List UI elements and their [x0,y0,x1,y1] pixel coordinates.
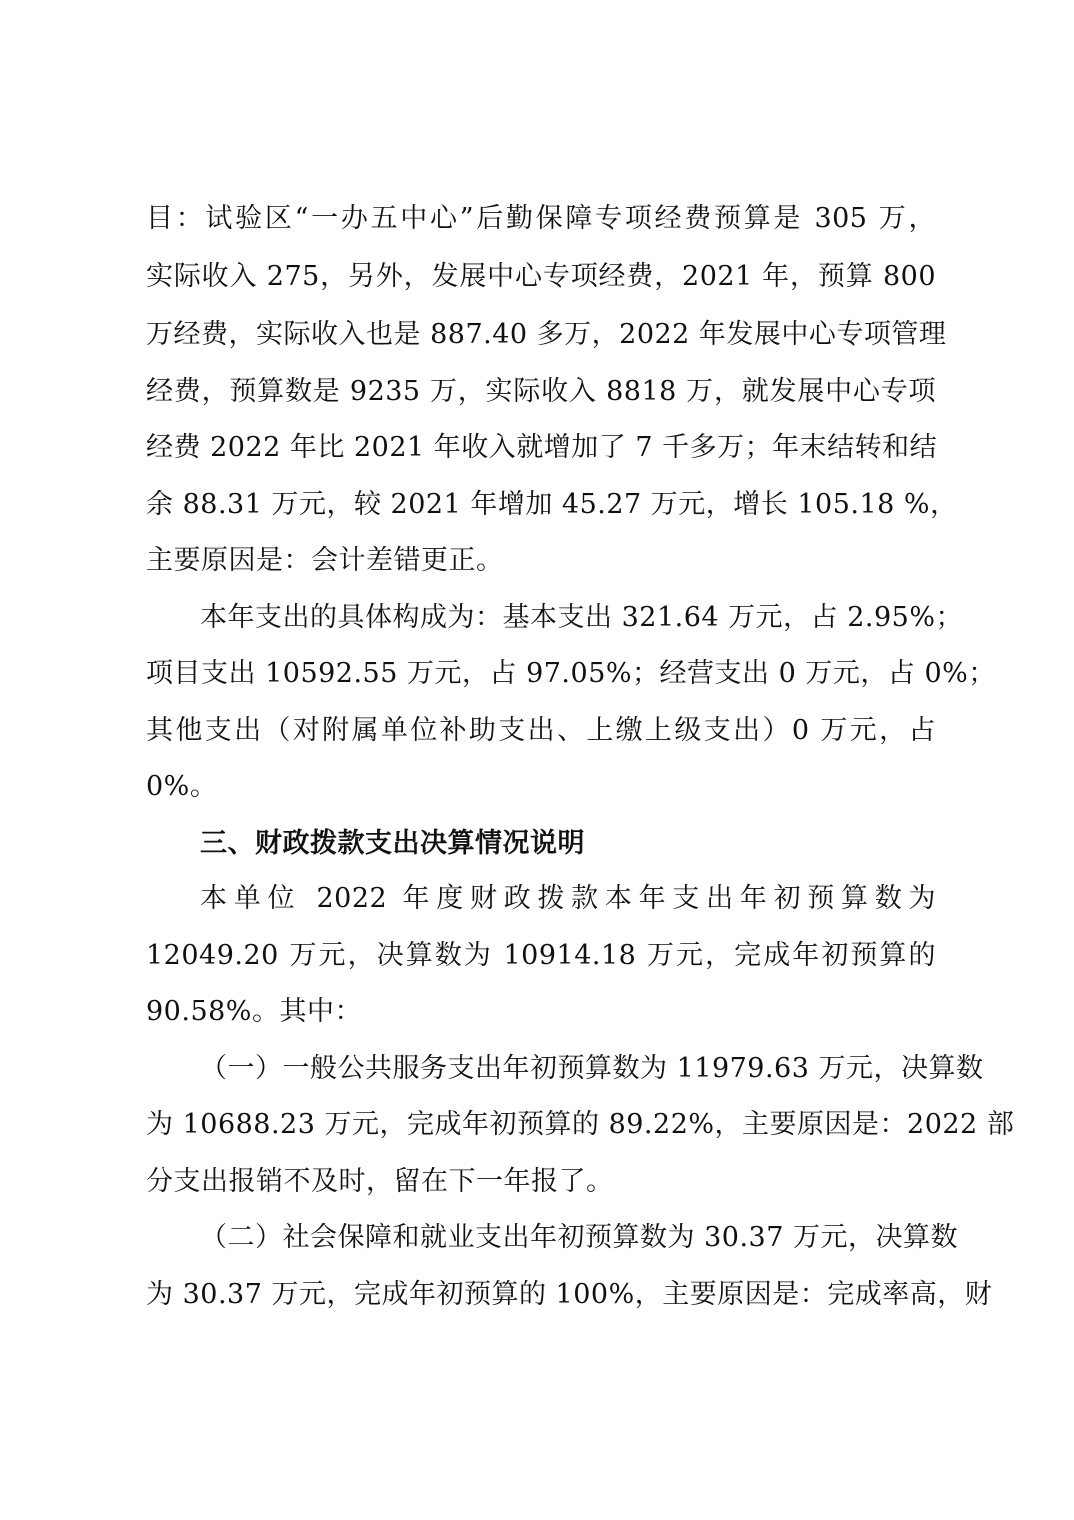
text-line: 为 10688.23 万元，完成年初预算的 89.22%，主要原因是：2022 部 [146,1109,1015,1140]
text-line: 本单位 2022 年度财政拨款本年支出年初预算数为 [200,883,936,914]
text-line: 其他支出（对附属单位补助支出、上缴上级支出）0 万元，占 [146,715,936,746]
text-line: 0%。 [146,771,218,802]
text-line: 为 30.37 万元，完成年初预算的 100%，主要原因是：完成率高，财 [146,1279,993,1310]
text-line: 90.58%。其中： [146,996,362,1027]
text-line: 万经费，实际收入也是 887.40 多万，2022 年发展中心专项管理 [146,319,947,350]
text-line: 12049.20 万元，决算数为 10914.18 万元，完成年初预算的 [146,940,936,971]
text-line: 余 88.31 万元，较 2021 年增加 45.27 万元，增长 105.18 %， [146,489,958,520]
text-line: 目：试验区“一办五中心”后勤保障专项经费预算是 305 万， [146,203,936,234]
text-line: （二）社会保障和就业支出年初预算数为 30.37 万元，决算数 [200,1222,958,1253]
text-line: 本年支出的具体构成为：基本支出 321.64 万元，占 2.95%； [200,602,963,633]
text-line: 经费，预算数是 9235 万，实际收入 8818 万，就发展中心专项 [146,376,936,407]
text-line: 分支出报销不及时，留在下一年报了。 [146,1166,614,1197]
text-line: 实际收入 275，另外，发展中心专项经费，2021 年，预算 800 [146,261,936,292]
text-line: 项目支出 10592.55 万元，占 97.05%；经营支出 0 万元，占 0%； [146,658,996,689]
text-line: 主要原因是：会计差错更正。 [146,545,504,576]
text-line: （一）一般公共服务支出年初预算数为 11979.63 万元，决算数 [200,1053,984,1084]
text-line: 经费 2022 年比 2021 年收入就增加了 7 千多万；年末结转和结 [146,432,938,463]
section-heading: 三、财政拨款支出决算情况说明 [200,828,585,859]
